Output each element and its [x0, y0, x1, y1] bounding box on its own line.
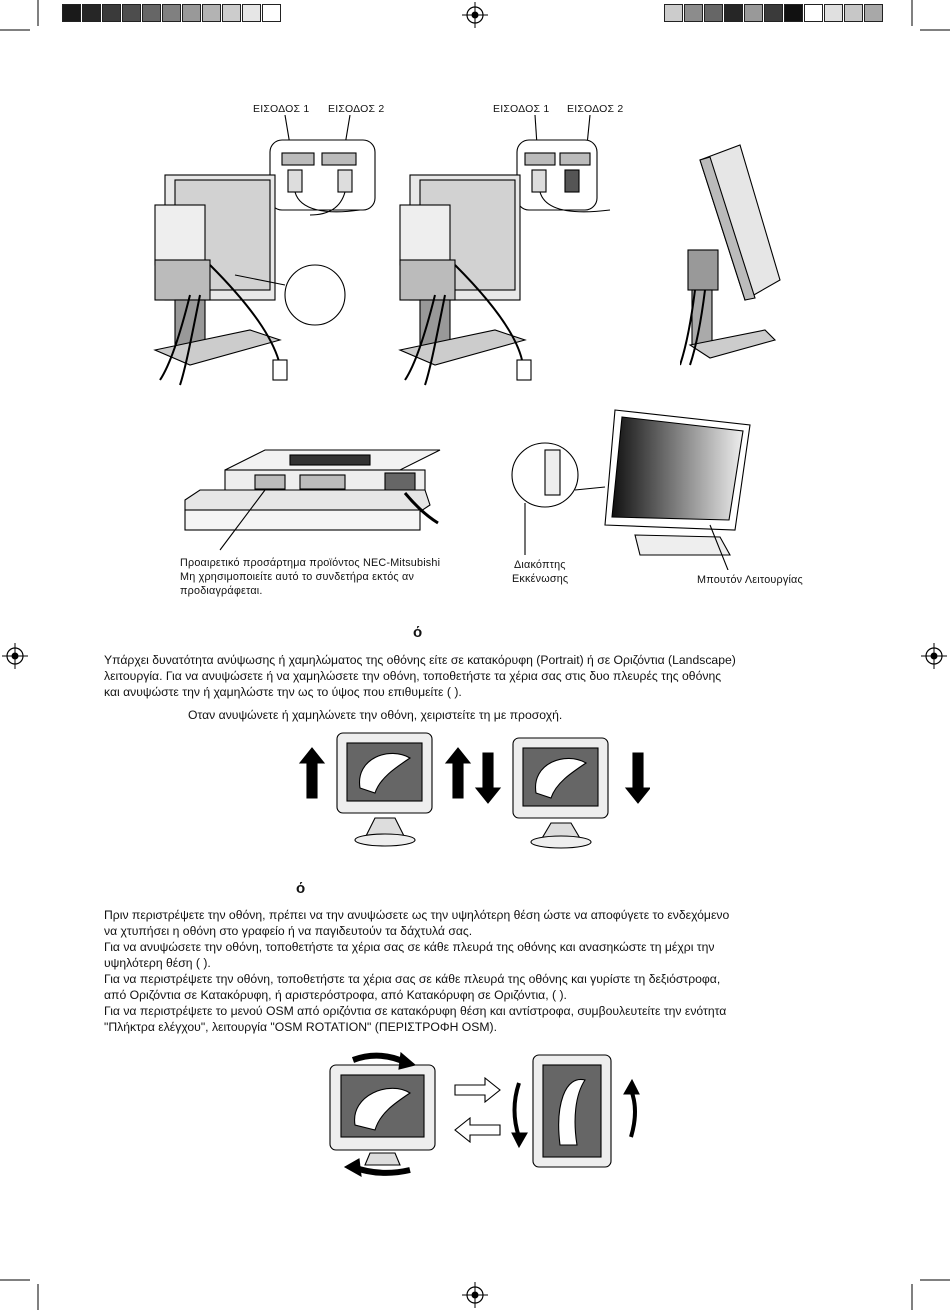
color-swatch [82, 4, 101, 22]
raise-lower-illustration [295, 728, 650, 853]
color-swatch [162, 4, 181, 22]
option-attachment-label-line2: Μη χρησιμοποιείτε αυτό το συνδετήρα εκτός αν [180, 571, 415, 583]
section2-heading: ό [296, 880, 306, 897]
color-swatch [102, 4, 121, 22]
color-swatch [242, 4, 261, 22]
input2-label-left: ΕΙΣΟΔΟΣ 2 [328, 103, 385, 115]
color-swatch [824, 4, 843, 22]
color-swatch [704, 4, 723, 22]
input1-label-left: ΕΙΣΟΔΟΣ 1 [253, 103, 310, 115]
color-swatch [664, 4, 683, 22]
power-button-label: Μπουτόν Λειτουργίας [697, 574, 803, 586]
color-swatch [724, 4, 743, 22]
rotation-illustration [305, 1035, 645, 1185]
color-swatch [684, 4, 703, 22]
section2-line6: από Οριζόντια σε Κατακόρυφη, ή αριστερόστροφα, από Κατακόρυφη σε Οριζόντια, ( ). [104, 988, 567, 1002]
color-bar-right [664, 4, 884, 22]
section2-line5: Για να περιστρέψετε την οθόνη, τοποθετήστε τα χέρια σας σε κάθε πλευρά της οθόνης και γυρίστε τη δεξιόστροφα, [104, 972, 721, 986]
color-swatch [784, 4, 803, 22]
input2-label-right: ΕΙΣΟΔΟΣ 2 [567, 103, 624, 115]
color-swatch [804, 4, 823, 22]
color-swatch [62, 4, 81, 22]
color-swatch [122, 4, 141, 22]
color-swatch [182, 4, 201, 22]
discharge-switch-label-line1: Διακόπτης [514, 559, 566, 571]
section1-heading: ό [413, 624, 423, 641]
color-swatch [744, 4, 763, 22]
color-swatch [222, 4, 241, 22]
section1-caution: Οταν ανυψώνετε ή χαμηλώνετε την οθόνη, χειριστείτε τη με προσοχή. [188, 708, 563, 722]
section2-line3: Για να ανυψώσετε την οθόνη, τοποθετήστε τα χέρια σας σε κάθε πλευρά της οθόνης και ανασηκώστε τη μέχρι την [104, 940, 715, 954]
registration-mark-right [921, 643, 947, 669]
section2-line2: να χτυπήσει η οθόνη στο γραφείο ή να παγιδευτούν τα δάχτυλά σας. [104, 924, 473, 938]
section2-line4: υψηλότερη θέση ( ). [104, 956, 211, 970]
option-attachment-label-line3: προδιαγράφεται. [180, 585, 263, 597]
color-swatch [864, 4, 883, 22]
color-swatch [844, 4, 863, 22]
section1-line1: Υπάρχει δυνατότητα ανύψωσης ή χαμηλώματος της οθόνης είτε σε κατακόρυφη (Portrait) ή σε Οριζόντια (Landscape) [104, 653, 736, 667]
section2-line1: Πριν περιστρέψετε την οθόνη, πρέπει να την ανυψώσετε ως την υψηλότερη θέση ώστε να αποφύγετε το ενδεχόμενο [104, 908, 730, 922]
color-swatch [142, 4, 161, 22]
section2-line8: "Πλήκτρα ελέγχου", λειτουργία "OSM ROTATION" (ΠΕΡΙΣΤΡΟΦΗ OSM). [104, 1020, 497, 1034]
color-bar-left [62, 4, 282, 22]
color-swatch [262, 4, 281, 22]
option-attachment-label-line1: Προαιρετικό προσάρτημα προϊόντος NEC-Mitsubishi [180, 557, 441, 569]
section1-line2: λειτουργία. Για να ανυψώσετε ή να χαμηλώσετε την οθόνη, τοποθετήστε τα χέρια σας στις δυο πλευρές της οθόνης [104, 669, 722, 683]
discharge-switch-label-line2: Εκκένωσης [512, 573, 569, 585]
color-swatch [764, 4, 783, 22]
monitor-rear-illustration-right [395, 115, 625, 390]
registration-mark-top [462, 2, 488, 28]
monitor-rear-illustration-left [150, 115, 380, 390]
monitor-base-connector-illustration [180, 445, 445, 555]
input1-label-right: ΕΙΣΟΔΟΣ 1 [493, 103, 550, 115]
registration-mark-left [2, 643, 28, 669]
section1-line3: και ανυψώστε την ή χαμηλώστε την ως το ύψος που επιθυμείτε ( ). [104, 685, 462, 699]
monitor-front-power-illustration [505, 405, 765, 570]
registration-mark-bottom [462, 1282, 488, 1308]
color-swatch [202, 4, 221, 22]
monitor-side-view-illustration [680, 140, 795, 375]
section2-line7: Για να περιστρέψετε το μενού OSM από οριζόντια σε κατακόρυφη θέση και αντίστροφα, συμβουλευτείτε την ενότητα [104, 1004, 727, 1018]
